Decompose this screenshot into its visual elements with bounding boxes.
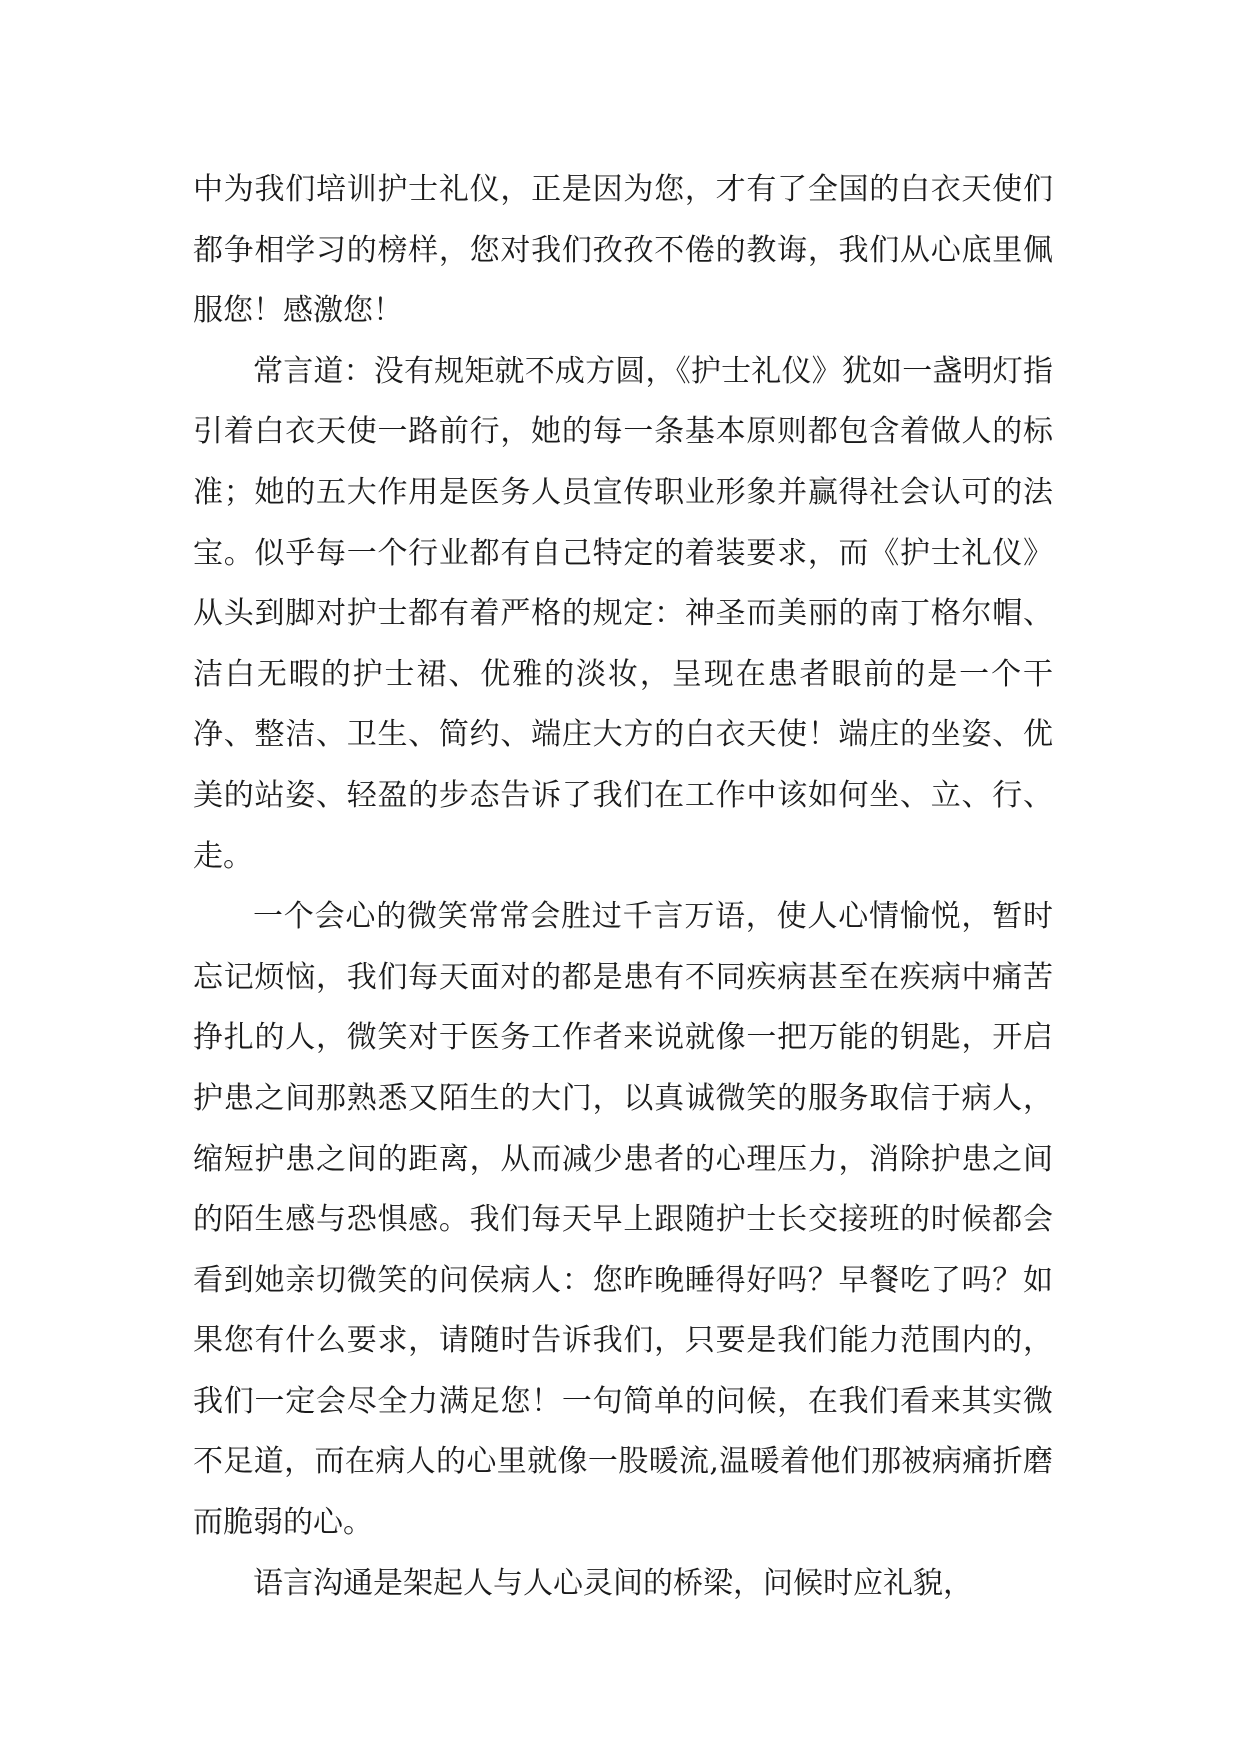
paragraph-continuation: 中为我们培训护士礼仪，正是因为您，才有了全国的白衣天使们都争相学习的榜样，您对我们孜孜不倦的教诲，我们从心底里佩服您！感激您！ xyxy=(193,172,1053,329)
document-body xyxy=(193,160,1053,1614)
paragraph-language-communication: 语言沟通是架起人与人心灵间的桥梁，问候时应礼貌， xyxy=(253,1565,973,1601)
paragraph-nurse-etiquette-rules: 常言道：没有规矩就不成方圆，《护士礼仪》犹如一盏明灯指引着白衣天使一路前行，她的每一条基本原则都包含着做人的标准；她的五大作用是医务人员宣传职业形象并赢得社会认可的法宝。似乎每一个行业都有自己特定的着装要求，而《护士礼仪》从头到脚对护士都有着严格的规定：神圣而美丽的南丁格尔帽、洁白无暇的护士裙、优雅的淡妆，呈现在患者眼前的是一个干净、整洁、卫生、简约、端庄大方的白衣天使！端庄的坐姿、优美的站姿、轻盈的步态告诉了我们在工作中该如何坐、立、行、走。 xyxy=(193,353,1053,874)
paragraph-smile: 一个会心的微笑常常会胜过千言万语，使人心情愉悦，暂时忘记烦恼，我们每天面对的都是患有不同疾病甚至在疾病中痛苦挣扎的人，微笑对于医务工作者来说就像一把万能的钥匙，开启护患之间那熟悉又陌生的大门，以真诚微笑的服务取信于病人，缩短护患之间的距离，从而减少患者的心理压力，消除护患之间的陌生感与恐惧感。我们每天早上跟随护士长交接班的时候都会看到她亲切微笑的问侯病人：您昨晚睡得好吗？早餐吃了吗？如果您有什么要求，请随时告诉我们，只要是我们能力范围内的，我们一定会尽全力满足您！一句简单的问候，在我们看来其实微不足道，而在病人的心里就像一股暖流,温暖着他们那被病痛折磨而脆弱的心。 xyxy=(193,899,1053,1541)
